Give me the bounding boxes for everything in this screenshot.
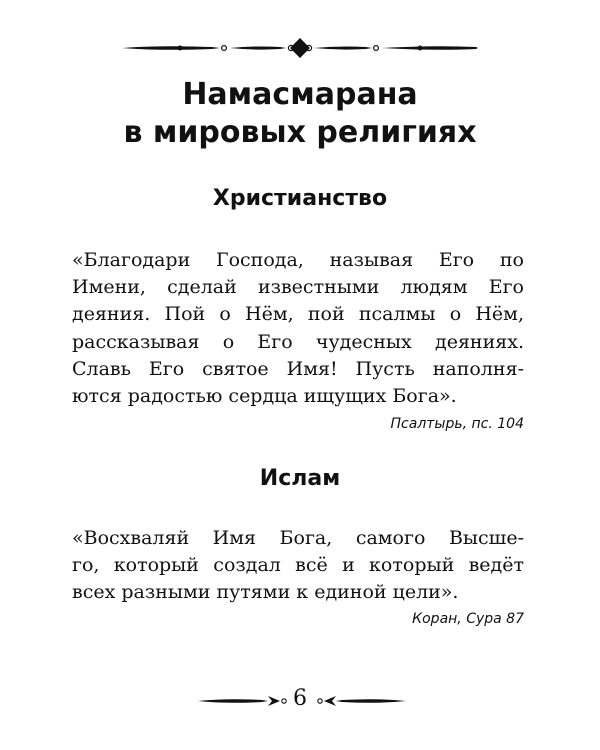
quote-christianity — [72, 247, 524, 410]
quote-line: всех разными путями к единой цели». — [72, 581, 459, 604]
quote-line: рассказывая о Его чудесных деяниях. — [72, 330, 524, 353]
quote-line: Имени, сделай известными людям Его — [72, 276, 524, 299]
page-title — [0, 76, 600, 152]
section-heading-christianity: Христианство — [212, 186, 388, 211]
quote-line: деяния. Пой о Нём, пой псалмы о Нём, — [72, 303, 524, 326]
title-line-1: Намасмарана — [182, 77, 418, 112]
page-number: 6 — [293, 686, 307, 711]
bottom-right-ornament — [316, 690, 408, 712]
quote-line: Славь Его святое Имя! Пусть наполня- — [72, 357, 524, 380]
section-heading-islam: Ислам — [259, 466, 341, 491]
quote-line: ются радостью сердца ищущих Бога». — [72, 385, 457, 408]
source-quran: Коран, Сура 87 — [412, 611, 524, 627]
quote-islam — [72, 525, 524, 607]
quote-line: «Благодари Господа, называя Его по — [72, 249, 524, 271]
quote-line: го, который создал всё и который ведёт — [72, 554, 524, 577]
quote-line: «Восхваляй Имя Бога, самого Высше- — [72, 527, 524, 549]
top-ornament-divider — [120, 34, 480, 62]
source-psalter: Псалтырь, пс. 104 — [390, 416, 524, 432]
title-line-2: в мировых религиях — [123, 115, 477, 150]
